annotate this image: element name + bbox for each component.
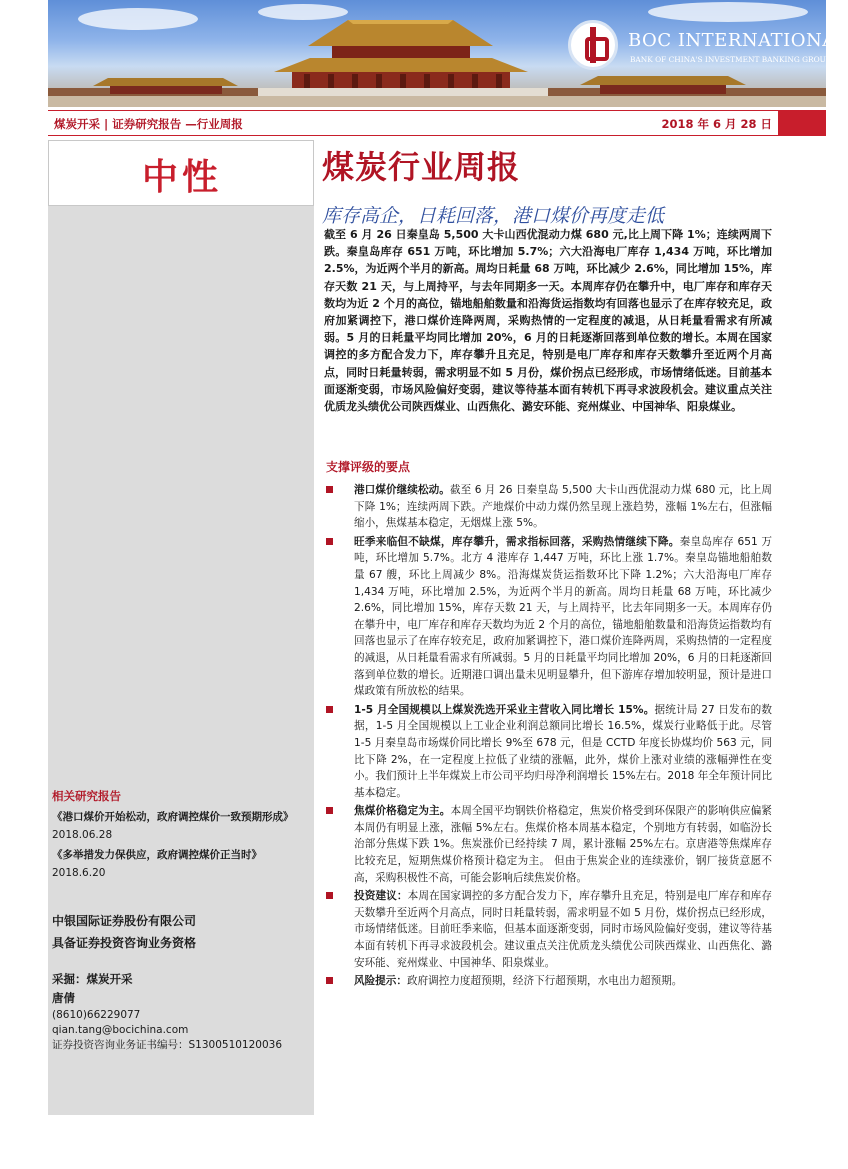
list-item — [326, 803, 772, 886]
boc-logo — [568, 20, 618, 70]
point-lead: 投资建议： — [354, 890, 408, 903]
analyst-phone: (8610)66229077 — [52, 1009, 141, 1021]
logo-square — [585, 37, 609, 61]
report-date: 2018 年 6 月 28 日 — [661, 117, 772, 131]
point-text: 本周在国家调控的多方配合发力下，库存攀升且充足，特别是电厂库存和库存天数攀升至近两个月高点，同时日耗量转弱，需求明显不如 5 月份，煤价拐点已经形成，市场情绪低迷。目前旺季来临，但基本面逐渐变弱，同时市场风险偏好变弱，建议等待基本面有转机下再寻求波段机会。建议重点关注优质龙头绩优公司陕西煤业、山西焦化、潞安环能、兖州煤业、中国神华、阳泉煤业。 — [354, 890, 773, 969]
related-report-title: 《港口煤价开始松动，政府调控煤价一致预期形成》 — [52, 811, 294, 823]
point-text: 本周全国平均钢铁价格稳定，焦炭价格受到环保限产的影响供应偏紧本周仍有明显上涨，涨幅 5%左右。焦煤价格本周基本稳定，个别地方有转弱，如临汾长治部分焦煤下跌 1%。焦炭涨价已经持续 7 周，累计涨幅 25%左右。京唐港等焦煤库存比较充足，短期焦煤价格预计稳定为主。 但由于焦炭企业的连续涨价，钢厂接货意愿不高，采购积极性不高，可能会影响后续焦炭价格。 — [354, 805, 773, 884]
bullet-square-icon — [326, 807, 333, 814]
header-banner — [48, 0, 848, 107]
analyst-name: 唐倩 — [52, 991, 75, 1005]
bullet-square-icon — [326, 892, 333, 899]
point-lead: 旺季来临但不缺煤，库存攀升，需求指标回落，采购热情继续下降。 — [354, 535, 680, 548]
company-qualification: 具备证券投资咨询业务资格 — [52, 936, 197, 950]
analyst-email[interactable]: qian.tang@bocichina.com — [52, 1024, 189, 1036]
related-reports-title: 相关研究报告 — [52, 789, 121, 803]
point-lead: 焦煤价格稳定为主。 — [354, 805, 451, 818]
point-text: 截至 6 月 26 日秦皇岛 5,500 大卡山西优混动力煤 680 元，比上周下降 1%；连续两周下跌。产地煤价中动力煤仍然呈现上涨趋势，涨幅 1%左右，但涨幅缩小，焦煤基本稳定，无烟煤上涨 5%。 — [354, 484, 772, 530]
point-text: 政府调控力度超预期，经济下行超预期，水电出力超预期。 — [406, 975, 683, 988]
rating: 中性 — [141, 157, 222, 198]
point-lead: 港口煤价继续松动。 — [354, 484, 450, 496]
analyst-info — [52, 970, 282, 1053]
point-lead: 风险提示： — [354, 975, 407, 988]
bullet-square-icon — [326, 706, 333, 713]
related-report-1[interactable] — [52, 808, 310, 844]
rating-box — [48, 140, 314, 206]
company-info — [52, 910, 196, 954]
related-report-title: 《多举措发力保供应，政府调控煤价正当时》 — [52, 849, 262, 861]
bullet-square-icon — [326, 486, 333, 493]
related-report-date: 2018.6.20 — [52, 867, 106, 879]
logo-bar — [590, 27, 596, 63]
list-item — [326, 534, 772, 700]
brand-name: BOC INTERNATIONAL — [628, 30, 848, 51]
list-item — [326, 702, 772, 802]
point-text: 秦皇岛库存 651 万吨，环比增加 5.7%。北方 4 港库存 1,447 万吨，环比上涨 1.7%。秦皇岛锚地船舶数量 67 艘，环比上周减少 8%。沿海煤炭货运指数环比下降 1.2%；六大沿海电厂库存 1,434 万吨，环比增加 2.5%，为近两个半月的新高。周均日耗量 68 万吨，环比减少 2.6%，同比增加 15%，库存天数 21 天，与上周持平，比去年同期多一天。本周库存仍在攀升中，电厂库存和库存天数均为近 2 个月的高位，锚地船舶数量和沿海货运指数均有回落也显示了在库存较充足，政府加紧调控下，港口煤价连降两周，采购热情的一定程度的减退，从日耗量看需求有所减弱。5 月的日耗量平均同比增加 20%，6 月的日耗逐渐回落到单位数的增长。近期港口调出量未见明显攀升，但下游库存增加较明显，预计是进口煤政策有所放松的结果。 — [354, 535, 772, 698]
report-category: 煤炭开采 | 证券研究报告 —行业周报 — [54, 117, 243, 131]
related-report-2[interactable] — [52, 846, 310, 882]
list-item — [326, 482, 772, 532]
key-points-list — [326, 482, 772, 992]
related-report-date: 2018.06.28 — [52, 829, 113, 841]
report-title: 煤炭行业周报 — [322, 148, 521, 186]
bullet-square-icon — [326, 977, 333, 984]
strip-accent — [778, 111, 826, 135]
report-subtitle: 库存高企，日耗回落，港口煤价再度走低 — [322, 205, 665, 227]
brand-tagline: BANK OF CHINA'S INVESTMENT BANKING GROUP — [630, 55, 831, 64]
point-lead: 1-5 月全国规模以上煤炭洗选开采业主营收入同比增长 15%。 — [354, 703, 655, 716]
bullet-square-icon — [326, 538, 333, 545]
summary-paragraph: 截至 6 月 26 日秦皇岛 5,500 大卡山西优混动力煤 680 元,比上周下降 1%；连续两周下跌。秦皇岛库存 651 万吨，环比增加 5.7%；六大沿海电厂库存 1,434 万吨，环比增加 2.5%，为近两个半月的新高。周均日耗量 68 万吨，环比减少 2.6%，同比增加 15%，库存天数 21 天，与上周持平，与去年同期多一天。本周库存仍在攀升中，电厂库存和库存天数均为近 2 个月的高位，锚地船舶数量和沿海货运指数均有回落也显示了在库存较充足，政府加紧调控下，港口煤价连降两周，采购热情的一定程度的减退，从日耗量看需求有所减弱。5 月的日耗量平均同比增加 20%，6 月的日耗逐渐回落到单位数的增长。本周在国家调控的多方配合发力下，库存攀升且充足，特别是电厂库存和库存天数攀升至近两个月高点，同时日耗量转弱，需求明显不如 5 月份，煤价拐点已经形成，市场情绪低迷。目前基本面逐渐变弱，市场风险偏好变弱，建议等待基本面有转机下再寻求波段机会。建议重点关注优质龙头绩优公司陕西煤业、山西焦化、潞安环能、兖州煤业、中国神华、阳泉煤业。 — [324, 228, 772, 414]
key-points-title: 支撑评级的要点 — [326, 460, 411, 474]
report-strip — [48, 110, 826, 136]
sidebar — [48, 140, 314, 1115]
sector: 采掘：煤炭开采 — [52, 972, 133, 986]
palace-illustration — [48, 0, 826, 107]
list-item — [326, 973, 772, 990]
list-item — [326, 888, 772, 971]
company-name: 中银国际证券股份有限公司 — [52, 914, 197, 928]
point-text: 据统计局 27 日发布的数据，1-5 月全国规模以上工业企业利润总额同比增长 16.5%，煤炭行业略低于此。尽管 1-5 月秦皇岛市场煤价同比增长 9%至 678 元，但是 CCTD 年度长协煤均价 563 元，同比下降 2%，在一定程度上拉低了业绩的涨幅，此外，煤价上涨对业绩的涨幅弹性在变小。我们预计上半年煤炭上市公司平均归母净利润增长 15%左右。2018 年全年预计同比基本稳定。 — [354, 703, 772, 799]
analyst-license: 证券投资咨询业务证书编号：S1300510120036 — [52, 1039, 283, 1051]
